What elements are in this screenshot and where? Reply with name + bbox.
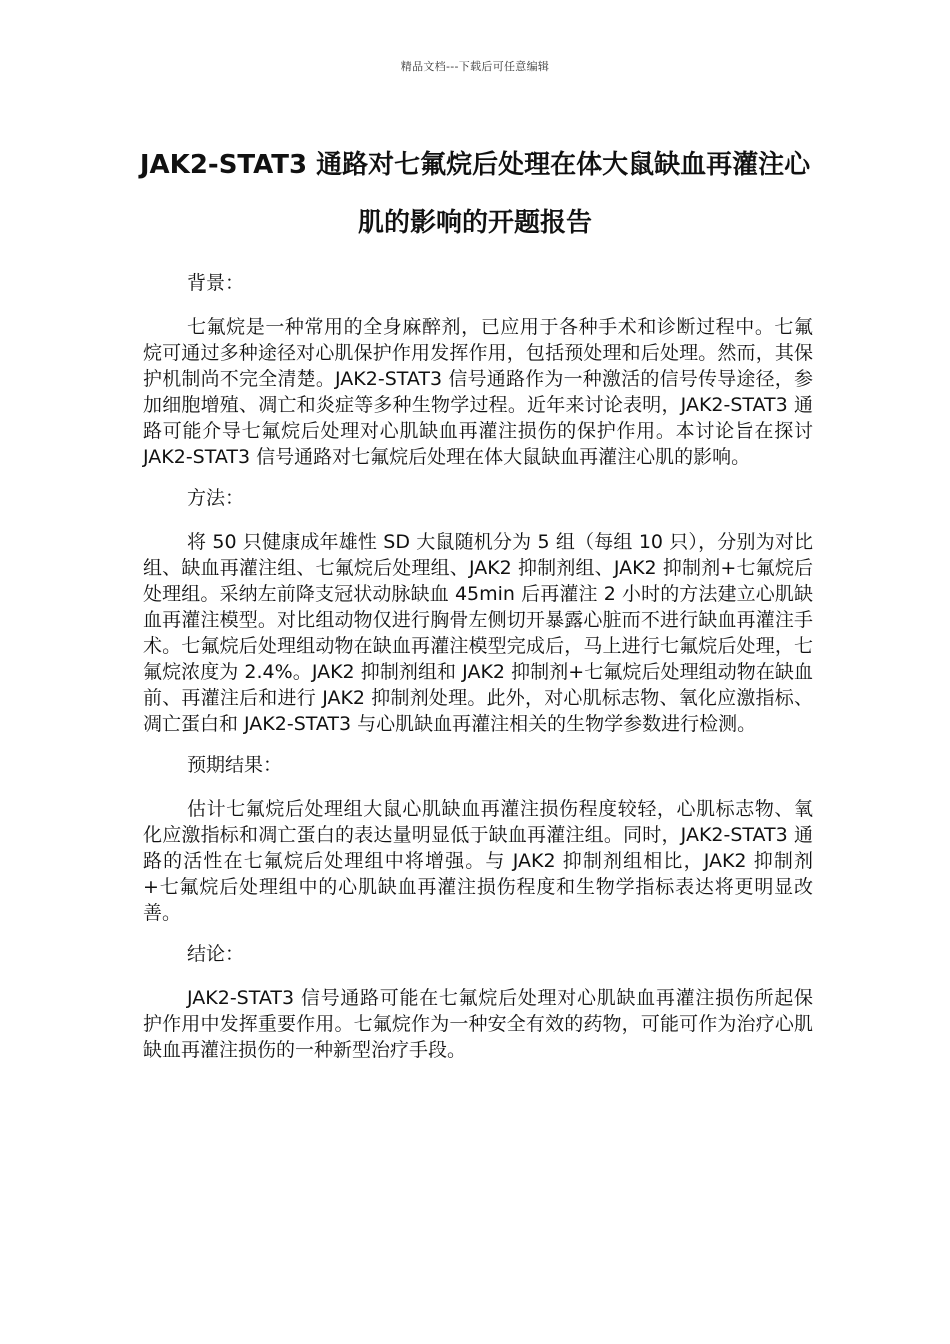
document-title: JAK2-STAT3 通路对七氟烷后处理在体大鼠缺血再灌注心肌的影响的开题报告 bbox=[139, 150, 811, 238]
section-heading-expected-results: 预期结果： bbox=[187, 754, 283, 776]
section-body-background: 七氟烷是一种常用的全身麻醉剂，已应用于各种手术和诊断过程中。七氟烷可通过多种途径对心肌保护作用发挥作用，包括预处理和后处理。然而，其保护机制尚不完全清楚。JAK2-STAT3 信号通路作为一种激活的信号传导途径，参加细胞增殖、凋亡和炎症等多种生物学过程。近年来讨论表明，JAK2-STAT3 通路可能介导七氟烷后处理对心肌缺血再灌注损伤的保护作用。本讨论旨在探讨 JAK2-STAT3 信号通路对七氟烷后处理在体大鼠缺血再灌注心肌的影响。 bbox=[143, 316, 813, 468]
header-note: 精品文档---下载后可任意编辑 bbox=[400, 60, 550, 73]
section-body-methods: 将 50 只健康成年雄性 SD 大鼠随机分为 5 组（每组 10 只），分别为对比组、缺血再灌注组、七氟烷后处理组、JAK2 抑制剂组、JAK2 抑制剂+七氟烷后处理组。采纳左前降支冠状动脉缺血 45min 后再灌注 2 小时的方法建立心肌缺血再灌注模型。对比组动物仅进行胸骨左侧切开暴露心脏而不进行缺血再灌注手术。七氟烷后处理组动物在缺血再灌注模型完成后，马上进行七氟烷后处理，七氟烷浓度为 2.4%。JAK2 抑制剂组和 JAK2 抑制剂+七氟烷后处理组动物在缺血前、再灌注后和进行 JAK2 抑制剂处理。此外，对心肌标志物、氧化应激指标、凋亡蛋白和 JAK2-STAT3 与心肌缺血再灌注相关的生物学参数进行检测。 bbox=[143, 531, 813, 735]
section-body-conclusion: JAK2-STAT3 信号通路可能在七氟烷后处理对心肌缺血再灌注损伤所起保护作用中发挥重要作用。七氟烷作为一种安全有效的药物，可能可作为治疗心肌缺血再灌注损伤的一种新型治疗手段。 bbox=[143, 987, 813, 1061]
section-heading-background: 背景： bbox=[187, 272, 245, 294]
section-heading-conclusion: 结论： bbox=[187, 943, 245, 965]
section-heading-methods: 方法： bbox=[187, 487, 245, 509]
document-body bbox=[143, 270, 813, 1078]
section-body-expected-results: 估计七氟烷后处理组大鼠心肌缺血再灌注损伤程度较轻，心肌标志物、氧化应激指标和凋亡蛋白的表达量明显低于缺血再灌注组。同时，JAK2-STAT3 通路的活性在七氟烷后处理组中将增强。与 JAK2 抑制剂组相比，JAK2 抑制剂+七氟烷后处理组中的心肌缺血再灌注损伤程度和生物学指标表达将更明显改善。 bbox=[143, 798, 813, 924]
